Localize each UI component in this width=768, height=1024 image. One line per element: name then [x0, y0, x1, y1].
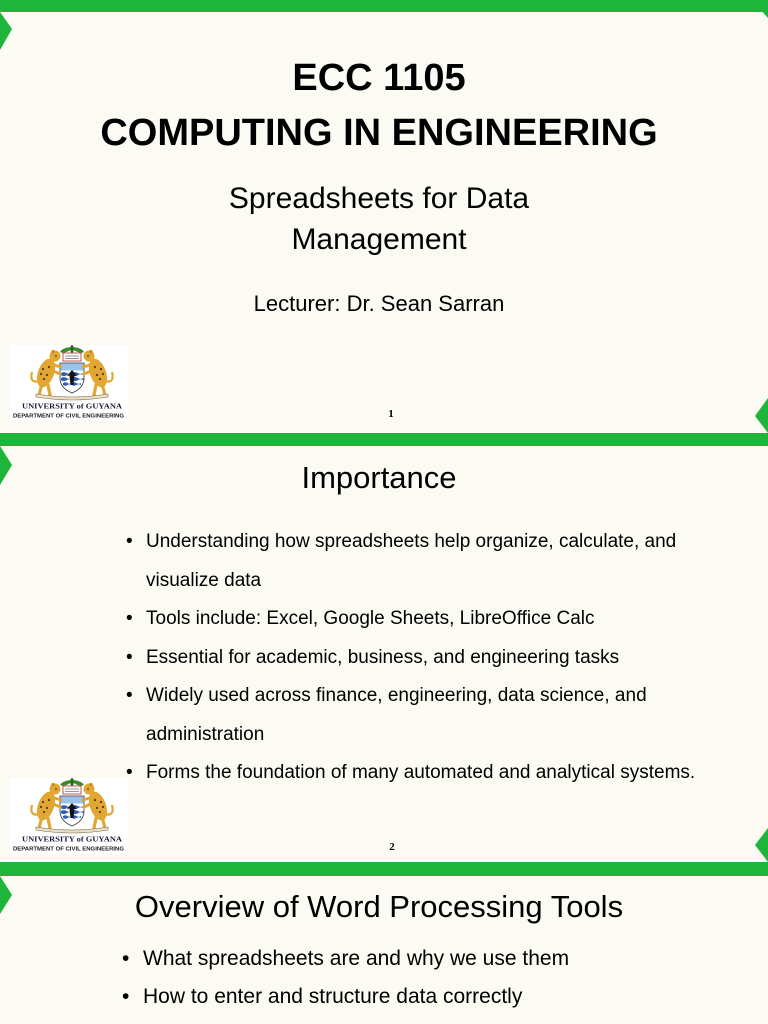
list-item [146, 600, 716, 639]
slide-1 [0, 12, 768, 433]
lecturer-name: Lecturer: Dr. Sean Sarran [253, 291, 505, 316]
bullet-icon [126, 677, 133, 716]
course-code: ECC 1105 [292, 57, 466, 99]
logo-university-name: UNIVERSITY of GUYANA [22, 834, 123, 844]
bullet-icon [126, 600, 133, 639]
logo-department-name: DEPARTMENT OF CIVIL ENGINEERING [13, 846, 125, 853]
crest-banner [63, 786, 81, 794]
page-number: 2 [389, 841, 395, 853]
university-logo [10, 345, 128, 421]
slide-separator-band [0, 433, 768, 446]
bullet-list [146, 523, 716, 793]
top-border-band [0, 0, 768, 12]
bullet-icon [126, 639, 133, 678]
slide-3 [0, 876, 768, 1024]
subtitle-line-1: Spreadsheets for Data [228, 182, 530, 215]
list-item-text: Widely used across finance, engineering, data science, and administration [146, 685, 647, 745]
bullet-icon [122, 940, 129, 978]
list-item [146, 754, 716, 793]
crest-banner [63, 353, 81, 361]
list-item [146, 677, 716, 754]
bullet-icon [126, 523, 133, 562]
page-number: 1 [388, 408, 394, 420]
list-item-text: Essential for academic, business, and engineering tasks [146, 646, 620, 668]
list-item [143, 978, 743, 1016]
logo-department-name: DEPARTMENT OF CIVIL ENGINEERING [13, 413, 125, 420]
university-logo [10, 778, 128, 854]
logo-university-name: UNIVERSITY of GUYANA [22, 401, 123, 411]
list-item-text: Understanding how spreadsheets help organize, calculate, and visualize data [146, 531, 677, 591]
slide-2 [0, 446, 768, 862]
slide-title: Importance [301, 460, 457, 495]
university-logo-graphic [10, 778, 128, 854]
list-item [143, 940, 743, 978]
university-logo-graphic [10, 345, 128, 421]
bullet-list [143, 940, 743, 1016]
list-item-text: What spreadsheets are and why we use them [143, 947, 570, 970]
course-title: COMPUTING IN ENGINEERING [100, 112, 658, 154]
list-item [146, 523, 716, 600]
list-item [146, 639, 716, 678]
slide-title: Overview of Word Processing Tools [134, 889, 624, 924]
slide-separator-band [0, 862, 768, 876]
bullet-icon [122, 978, 129, 1016]
subtitle-line-2: Management [291, 223, 467, 256]
list-item-text: How to enter and structure data correctly [143, 985, 523, 1008]
list-item-text: Tools include: Excel, Google Sheets, LibreOffice Calc [146, 608, 595, 629]
list-item-text: Forms the foundation of many automated and analytical systems. [146, 762, 696, 783]
